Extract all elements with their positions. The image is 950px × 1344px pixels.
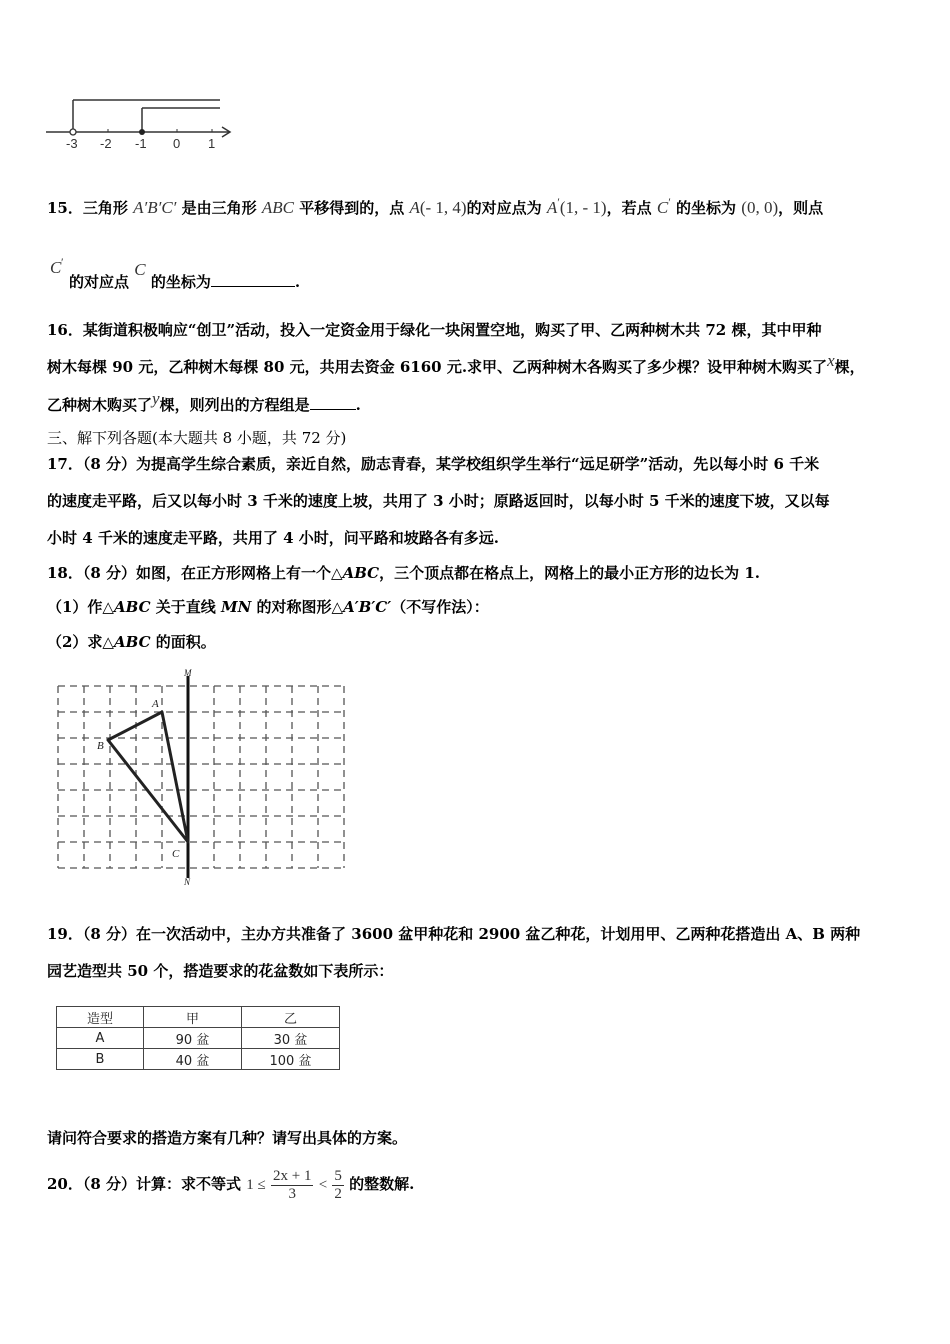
table-header: 造型 — [57, 1007, 144, 1028]
coord-a: (- 1, 4) — [419, 198, 467, 217]
q17-line1: 17．（8 分）为提高学生综合素质，亲近自然，励志青春，某学校组织学生举行“远足研学”活动，先以每小时 6 千米 — [47, 455, 820, 473]
number-line-figure — [40, 92, 240, 154]
flower-table — [56, 1006, 340, 1070]
triangle-a1b1c1: A′B′C′ — [133, 198, 177, 217]
table-row — [57, 1028, 340, 1049]
q19-line2: 园艺造型共 50 个，搭造要求的花盆数如下表所示： — [47, 962, 394, 980]
label-b: B — [97, 740, 104, 752]
label-c: C — [172, 848, 180, 860]
q17-line3: 小时 4 千米的速度走平路，共用了 4 小时，问平路和坡路各有多远. — [47, 529, 499, 547]
coord-c1: (0, 0) — [741, 198, 779, 217]
section-heading: 三、解下列各题(本大题共 8 小题，共 72 分) — [47, 429, 347, 447]
answer-blank[interactable] — [310, 395, 356, 410]
fraction-5-2: $\frac{5}{2}$ — [334, 1167, 342, 1202]
q15-line2: C ′ 的对应点 C 的坐标为 . — [50, 255, 301, 291]
label-m: M — [184, 668, 192, 678]
table-cell: 30 盆 — [242, 1028, 340, 1049]
table-cell: 100 盆 — [242, 1049, 340, 1070]
q18-line3: （2）求△ABC 的面积。 — [47, 633, 216, 651]
table-cell: A — [57, 1028, 144, 1049]
tick-label: -3 — [66, 136, 78, 151]
q18-line2: （1）作△ABC 关于直线 MN 的对称图形△A′B′C′（不写作法）： — [47, 598, 489, 616]
table-cell: B — [57, 1049, 144, 1070]
q16-line3: 乙种树木购买了y棵，则列出的方程组是 . — [47, 389, 361, 414]
fraction-2x1-3: $\frac{2x + 1}{3}$ — [273, 1167, 312, 1202]
q18-line1: 18．（8 分）如图，在正方形网格上有一个△ABC，三个顶点都在格点上，网格上的最小正方形的边长为 1. — [47, 564, 761, 582]
coord-a1: (1, - 1) — [559, 198, 607, 217]
q20-line: 20．（8 分）计算：求不等式 1 ≤ $\frac{2x + 1}{3}$ < $\frac{5}{2}$ 的整数解. — [47, 1167, 415, 1202]
q16-line1: 16．某街道积极响应“创卫”活动，投入一定资金用于绿化一块闲置空地，购买了甲、乙两种树木共 72 棵，其中甲种 — [47, 321, 822, 339]
tick-label: -1 — [135, 136, 147, 151]
table-row — [57, 1049, 340, 1070]
grid-figure — [48, 666, 358, 888]
q19-line1: 19．（8 分）在一次活动中，主办方共准备了 3600 盆甲种花和 2900 盆乙种花，计划用甲、乙两种花搭造出 A、B 两种 — [47, 925, 861, 943]
label-n: N — [184, 877, 191, 887]
tick-label: 0 — [173, 136, 181, 151]
q16-line2: 树木每棵 90 元，乙种树木每棵 80 元，共用去资金 6160 元.求甲、乙两种树木各购买了多少棵？设甲种树木购买了x棵， — [47, 351, 865, 376]
table-header: 乙 — [242, 1007, 340, 1028]
table-cell: 40 盆 — [144, 1049, 242, 1070]
answer-blank[interactable] — [211, 272, 295, 287]
q15-line1: 15．三角形 A′B′C′ 是由三角形 ABC 平移得到的，点 A(- 1, 4)的对应点为 A′(1, - 1)，若点 C′ 的坐标为 (0, 0)，则点 — [47, 195, 824, 217]
tick-label: -2 — [100, 136, 112, 151]
table-header-row — [57, 1007, 340, 1028]
label-a: A — [152, 698, 159, 710]
tick-label: 1 — [208, 136, 216, 151]
q17-line2: 的速度走平路，后又以每小时 3 千米的速度上坡，共用了 3 小时；原路返回时，以每小时 5 千米的速度下坡，又以每 — [47, 492, 830, 510]
triangle-abc: ABC — [261, 198, 294, 217]
table-cell: 90 盆 — [144, 1028, 242, 1049]
q19-question: 请问符合要求的搭造方案有几种？请写出具体的方案。 — [47, 1129, 408, 1147]
table-header: 甲 — [144, 1007, 242, 1028]
